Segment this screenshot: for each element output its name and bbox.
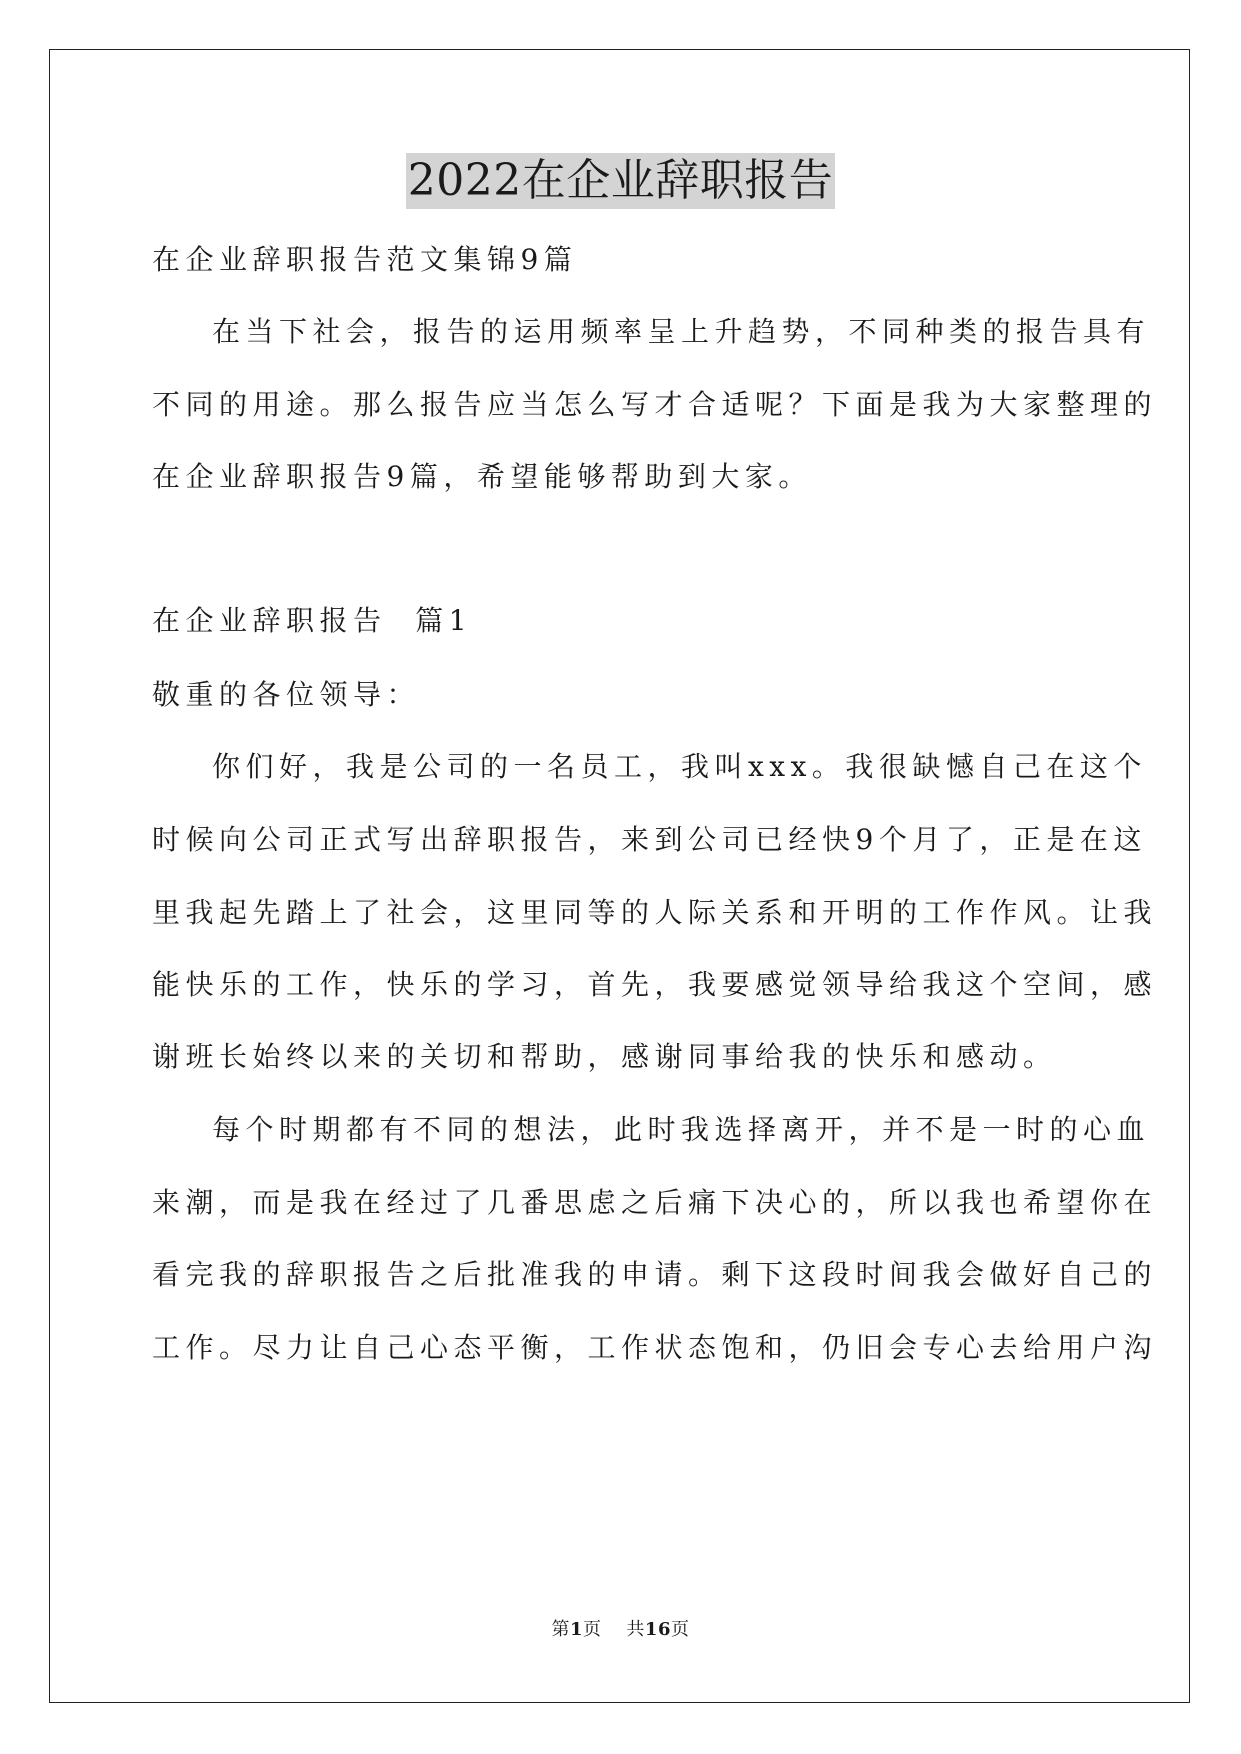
total-prefix: 共 [626,1619,645,1640]
section-heading: 在企业辞职报告 篇1 [152,604,473,637]
page-prefix: 第 [551,1619,570,1640]
title-container [0,153,1241,209]
para1-line-2: 时候向公司正式写出辞职报告，来到公司已经快9个月了，正是在这 [152,823,1147,856]
para1-line-1: 你们好，我是公司的一名员工，我叫xxx。我很缺憾自己在这个 [212,750,1147,783]
total-suffix: 页 [670,1619,690,1640]
subtitle: 在企业辞职报告范文集锦9篇 [152,243,578,276]
page-number: 1 [570,1619,584,1640]
intro-line-3: 在企业辞职报告9篇，希望能够帮助到大家。 [152,460,812,493]
page-footer [0,1618,1241,1642]
para2-line-3: 看完我的辞职报告之后批准我的申请。剩下这段时间我会做好自己的 [152,1258,1158,1291]
intro-line-2: 不同的用途。那么报告应当怎么写才合适呢？下面是我为大家整理的 [152,388,1158,421]
para1-line-5: 谢班长始终以来的关切和帮助，感谢同事给我的快乐和感动。 [152,1040,1057,1073]
salutation: 敬重的各位领导： [152,678,421,711]
para1-line-4: 能快乐的工作，快乐的学习，首先，我要感觉领导给我这个空间，感 [152,968,1158,1001]
total-pages: 16 [644,1619,671,1640]
document-title: 2022在企业辞职报告 [406,153,835,209]
page-border [49,49,1190,1703]
intro-line-1: 在当下社会，报告的运用频率呈上升趋势，不同种类的报告具有 [212,315,1151,348]
para2-line-2: 来潮，而是我在经过了几番思虑之后痛下决心的，所以我也希望你在 [152,1186,1158,1219]
para1-line-3: 里我起先踏上了社会，这里同等的人际关系和开明的工作作风。让我 [152,896,1158,929]
para2-line-1: 每个时期都有不同的想法，此时我选择离开，并不是一时的心血 [212,1113,1151,1146]
para2-line-4: 工作。尽力让自己心态平衡，工作状态饱和，仍旧会专心去给用户沟 [152,1331,1158,1364]
page-suffix: 页 [583,1619,602,1640]
